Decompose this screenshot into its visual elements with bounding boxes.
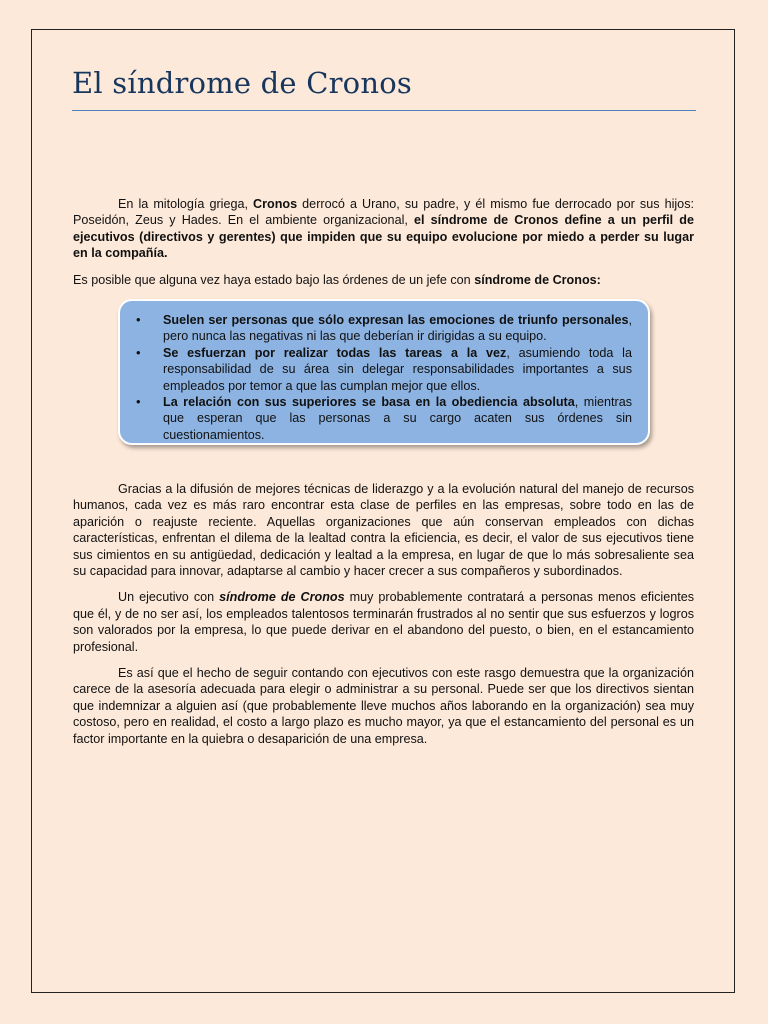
body-section: [73, 481, 694, 757]
intro-paragraph-1: En la mitología griega, Cronos derrocó a Urano, su padre, y él mismo fue derrocado por sus hijos: Poseidón, Zeus y Hades. En el ambiente organizacional, el síndrome de Cronos define a un perfil de ejecutivos (directivos y gerentes) que impiden que su equipo evolucione por miedo a perder su lugar en la compañía.: [73, 197, 694, 261]
bullet-icon: •: [136, 312, 141, 327]
bullet-icon: •: [136, 394, 141, 410]
bullet-icon: •: [136, 344, 141, 360]
intro-section: [73, 196, 694, 298]
callout-list: [134, 312, 632, 443]
body-paragraph-2: Un ejecutivo con síndrome de Cronos muy probablemente contratará a personas menos eficientes que él, y de no ser así, los empleados talentosos terminarán frustrados al no sentir que sus esfuerzos y logros son valorados por la empresa, lo que puede derivar en el abandono del puesto, o bien, en el estancamiento profesional.: [73, 590, 694, 654]
callout-box: [118, 299, 650, 445]
callout-list-item: • Se esfuerzan por realizar todas las tareas a la vez, asumiendo toda la responsabilidad de su área sin delegar responsabilidades importantes a sus empleados por temor a que las cumplan mejor que ellos.: [136, 344, 632, 393]
intro-paragraph-2: Es posible que alguna vez haya estado bajo las órdenes de un jefe con síndrome de Cronos:: [73, 272, 601, 287]
body-paragraph-3: Es así que el hecho de seguir contando con ejecutivos con este rasgo demuestra que la organización carece de la asesoría adecuada para elegir o administrar a su personal. Puede ser que los directivos sientan que indemnizar a alguien así (que probablemente lleve muchos años laborando en la organización) sea muy costoso, pero en realidad, el costo a largo plazo es mucho mayor, ya que el estancamiento del personal es un factor importante en la quiebra o desaparición de una empresa.: [73, 666, 694, 746]
title-underline: [72, 110, 696, 111]
document-title: El síndrome de Cronos: [72, 66, 412, 100]
callout-list-item: • Suelen ser personas que sólo expresan las emociones de triunfo personales, pero nunca las negativas ni las que deberían ir dirigidas a su equipo.: [136, 312, 632, 344]
body-paragraph-1: Gracias a la difusión de mejores técnicas de liderazgo y a la evolución natural del manejo de recursos humanos, cada vez es más raro encontrar esta clase de perfiles en las empresas, sobre todo en las de aparición o reajuste reciente. Aquellas organizaciones que aún conservan empleados con dichas características, enfrentan el dilema de la lealtad contra la eficiencia, es decir, el valor de sus ejecutivos tiene sus cimientos en su antigüedad, dedicación y lealtad a la empresa, en lugar de que lo más sobresaliente sea su capacidad para innovar, adaptarse al cambio y hacer crecer a sus compañeros y subordinados.: [73, 482, 694, 579]
callout-list-item: • La relación con sus superiores se basa en la obediencia absoluta, mientras que esperan que las personas a su cargo acaten sus órdenes sin cuestionamientos.: [136, 394, 633, 442]
